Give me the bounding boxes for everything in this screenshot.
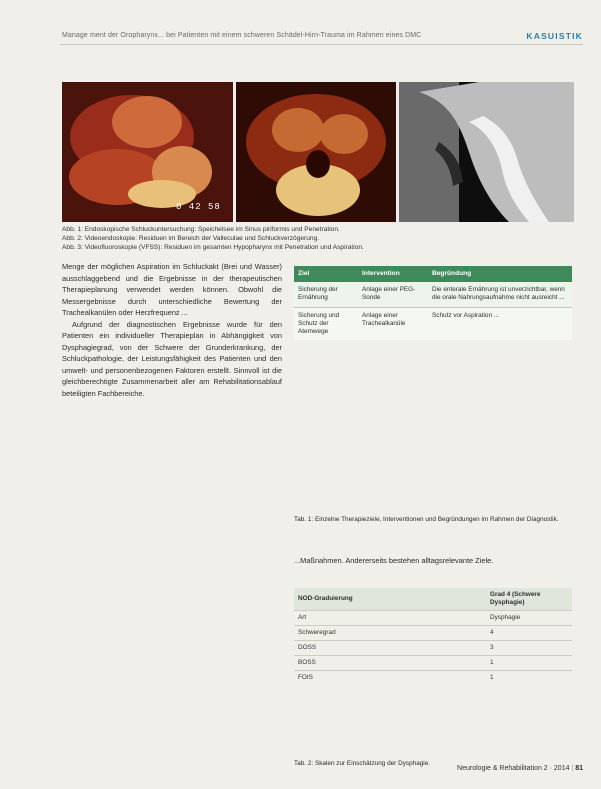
therapy-table [294,266,572,340]
table-cell: Schutz vor Aspiration ... [428,307,572,340]
table-cell: Sicherung und Schutz der Atemwege [294,307,358,340]
table-cell: Schweregrad [294,626,486,641]
journal-name: Neurologie & Rehabilitation 2 · 2014 [457,765,570,772]
table-header: Grad 4 (Schwere Dysphagie) [486,588,572,611]
table-row [294,671,572,686]
figure-caption-2: Abb. 2: Videoendoskopie: Residuen im Bereich der Valleculae und Schluckverzögerung. [62,235,320,242]
figure-caption-1: Abb. 1: Endoskopische Schluckuntersuchung: Speichelsee im Sinus piriformis und Penetration. [62,226,340,233]
figure-1-image [62,82,233,222]
table-cell: BOSS [294,656,486,671]
table-row [294,282,572,307]
table-cell: 3 [486,641,572,656]
table-cell: Sicherung der Ernährung [294,282,358,307]
dysphagia-scale-table [294,588,572,685]
right-column-text: ...Maßnahmen. Andererseits bestehen alltagsrelevante Ziele. [294,556,494,565]
figure-2-image [236,82,396,222]
table-cell: 1 [486,671,572,686]
table-cell: FOIS [294,671,486,686]
table-header: Intervention [358,266,428,282]
table-header: NOD-Graduierung [294,588,486,611]
figure-caption-3: Abb. 3: Videofluoroskopie (VFSS): Residuen im gesamten Hypopharynx mit Penetration und Aspiration. [62,244,364,251]
table-header: Ziel [294,266,358,282]
table-2-caption: Tab. 2: Skalen zur Einschätzung der Dysphagie. [294,760,431,767]
body-paragraph: Aufgrund der diagnostischen Ergebnisse wurde für den Patienten ein individueller Therapieplan in Abhängigkeit von Dysphagiegrad, von der Schwere der Grunderkrankung, der Schluckpathologie, der Leistungsfähigkeit des Patienten und den umwelt- und personenbezogenen Faktoren erstellt. Sinnvoll ist die gleichberechtigte Zusammenarbeit aller am Rehabilitationsablauf beteiligten Fachbereiche. [62,319,282,398]
video-timestamp: 0 42 58 [176,202,221,212]
table-cell: Anlage einer Trachealkanüle [358,307,428,340]
table-cell: 1 [486,656,572,671]
table-row [294,641,572,656]
table-cell: Art [294,611,486,626]
table-cell: DOSS [294,641,486,656]
table-cell: Die enterale Ernährung ist unverzichtbar, wenn die orale Nahrungsaufnahme nicht ausreicht ... [428,282,572,307]
table-row [294,611,572,626]
table-row [294,626,572,641]
table-cell: Dysphagie [486,611,572,626]
body-text-column [62,261,282,399]
page-number: 81 [575,765,583,772]
running-title: Manage ment der Oropharynx... bei Patienten mit einem schweren Schädel-Hirn-Trauma im Rahmen eines DMC [62,32,422,39]
section-tag: KASUISTIK [526,31,583,41]
header-rule [60,44,583,45]
table-cell: Anlage einer PEG-Sonde [358,282,428,307]
table-cell: 4 [486,626,572,641]
figure-3-image [399,82,574,222]
table-row [294,307,572,340]
page-footer: Neurologie & Rehabilitation 2 · 2014 | 81 [457,765,583,772]
table-row [294,656,572,671]
table-header: Begründung [428,266,572,282]
body-paragraph: Menge der möglichen Aspiration im Schluckakt (Brei und Wasser) ausschlaggebend und die Ergebnisse in der therapeutischen Therapieplanung verwendet werden können. Obwohl die Messergebnisse durch unterschiedliche Bewertung der Trachealkanülen oder Herzfrequenz ... [62,262,282,317]
table-1-caption: Tab. 1: Einzelne Therapieziele, Interventionen und Begründungen im Rahmen der Diagnostik. [294,516,559,523]
